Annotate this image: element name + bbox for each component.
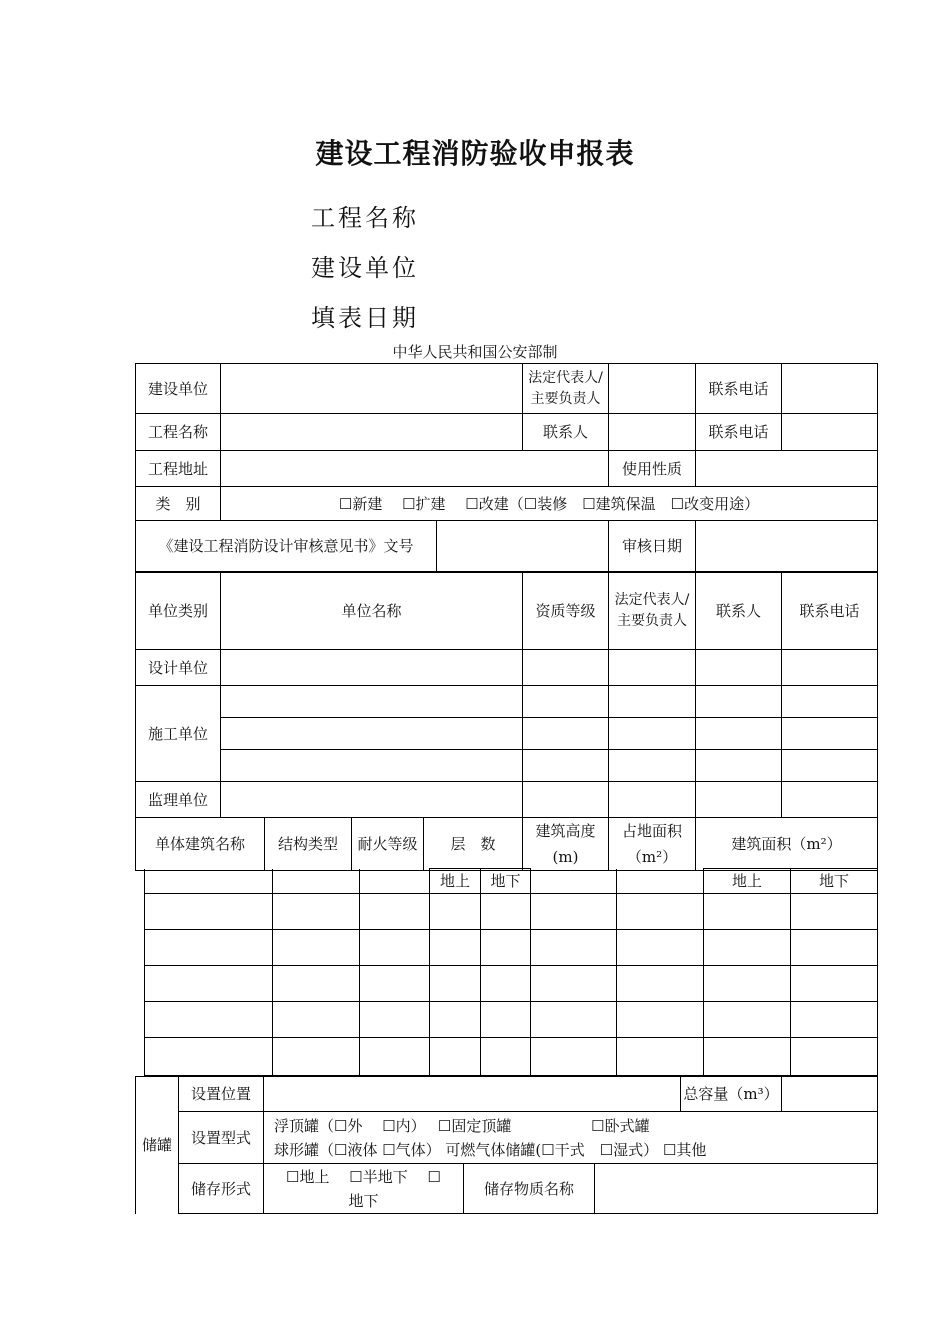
project-name-field[interactable] bbox=[221, 414, 523, 451]
review-doc-label: 《建设工程消防设计审核意见书》文号 bbox=[136, 521, 437, 572]
table-cell bbox=[360, 869, 430, 894]
usage-label: 使用性质 bbox=[609, 451, 696, 487]
tank-label: 储罐 bbox=[136, 1077, 179, 1214]
builder-label: 建设单位 bbox=[136, 364, 221, 414]
construction-unit-label: 施工单位 bbox=[136, 686, 221, 782]
review-date-label: 审核日期 bbox=[609, 521, 696, 572]
cover-project-name: 工程名称 bbox=[311, 204, 419, 232]
substance-field[interactable] bbox=[595, 1164, 878, 1214]
table-cell[interactable] bbox=[273, 966, 360, 1002]
form-options-line2[interactable]: 球形罐（☐液体 ☐气体） 可燃气体储罐(☐干式 ☐湿式） ☐其他 bbox=[274, 1140, 707, 1159]
table-cell[interactable] bbox=[617, 966, 704, 1002]
table-cell[interactable] bbox=[360, 1038, 430, 1076]
legal-rep-header: 法定代表人/主要负责人 bbox=[609, 573, 696, 650]
units-table bbox=[135, 572, 878, 818]
table-cell[interactable] bbox=[531, 966, 617, 1002]
address-field[interactable] bbox=[221, 451, 609, 487]
capacity-field[interactable] bbox=[782, 1077, 878, 1112]
table-cell[interactable] bbox=[791, 966, 878, 1002]
category-options[interactable]: ☐新建 ☐扩建 ☐改建（☐装修 ☐建筑保温 ☐改变用途） bbox=[221, 487, 878, 521]
tank-table bbox=[135, 1076, 878, 1214]
capacity-label: 总容量（m³） bbox=[681, 1077, 782, 1112]
table-cell[interactable] bbox=[273, 894, 360, 930]
table-cell[interactable] bbox=[481, 1038, 531, 1076]
floors-below-header: 地下 bbox=[481, 869, 531, 894]
table-cell[interactable] bbox=[360, 966, 430, 1002]
table-cell[interactable] bbox=[782, 782, 878, 818]
table-cell[interactable] bbox=[704, 1038, 791, 1076]
table-cell[interactable] bbox=[145, 930, 273, 966]
basic-info-table bbox=[135, 363, 878, 572]
substance-label: 储存物质名称 bbox=[464, 1164, 595, 1214]
floor-area-header: 建筑面积（m²） bbox=[696, 818, 878, 871]
table-cell[interactable] bbox=[273, 1038, 360, 1076]
table-cell[interactable] bbox=[782, 750, 878, 782]
table-cell[interactable] bbox=[696, 650, 782, 686]
table-cell[interactable] bbox=[704, 966, 791, 1002]
address-label: 工程地址 bbox=[136, 451, 221, 487]
floors-above-header: 地上 bbox=[430, 869, 481, 894]
table-cell[interactable] bbox=[791, 1038, 878, 1076]
cover-builder: 建设单位 bbox=[311, 254, 419, 282]
table-cell[interactable] bbox=[221, 782, 523, 818]
table-cell[interactable] bbox=[617, 1002, 704, 1038]
table-cell[interactable] bbox=[531, 894, 617, 930]
footprint-header: 占地面积（m²） bbox=[609, 818, 696, 871]
table-cell[interactable] bbox=[531, 1038, 617, 1076]
table-cell[interactable] bbox=[782, 718, 878, 750]
height-header: 建筑高度(m) bbox=[523, 818, 609, 871]
table-cell[interactable] bbox=[523, 782, 609, 818]
storage-label: 储存形式 bbox=[179, 1164, 264, 1214]
table-cell[interactable] bbox=[481, 894, 531, 930]
table-cell bbox=[617, 869, 704, 894]
table-cell[interactable] bbox=[430, 930, 481, 966]
table-cell[interactable] bbox=[145, 894, 273, 930]
table-cell[interactable] bbox=[221, 718, 523, 750]
cover-fill-date: 填表日期 bbox=[311, 304, 419, 332]
location-label: 设置位置 bbox=[179, 1077, 264, 1112]
table-cell[interactable] bbox=[221, 686, 523, 718]
table-cell[interactable] bbox=[696, 750, 782, 782]
phone-label: 联系电话 bbox=[696, 364, 782, 414]
table-cell[interactable] bbox=[791, 930, 878, 966]
phone-field[interactable] bbox=[782, 364, 878, 414]
table-cell[interactable] bbox=[430, 1002, 481, 1038]
table-cell[interactable] bbox=[791, 1002, 878, 1038]
table-cell[interactable] bbox=[696, 686, 782, 718]
table-cell[interactable] bbox=[704, 894, 791, 930]
table-cell[interactable] bbox=[481, 966, 531, 1002]
supervision-unit-label: 监理单位 bbox=[136, 782, 221, 818]
legal-rep-label: 法定代表人/主要负责人 bbox=[523, 364, 609, 414]
table-cell bbox=[273, 869, 360, 894]
table-cell[interactable] bbox=[704, 1002, 791, 1038]
floors-header: 层 数 bbox=[424, 818, 523, 871]
table-cell[interactable] bbox=[617, 894, 704, 930]
area-above-header: 地上 bbox=[704, 869, 791, 894]
table-cell[interactable] bbox=[360, 1002, 430, 1038]
table-cell bbox=[531, 869, 617, 894]
table-cell[interactable] bbox=[523, 718, 609, 750]
table-cell[interactable] bbox=[704, 930, 791, 966]
form-label: 设置型式 bbox=[179, 1112, 264, 1164]
table-cell[interactable] bbox=[430, 1038, 481, 1076]
storage-options[interactable] bbox=[264, 1164, 464, 1214]
table-cell[interactable] bbox=[221, 750, 523, 782]
form-options[interactable] bbox=[264, 1112, 878, 1164]
table-cell[interactable] bbox=[531, 1002, 617, 1038]
table-cell[interactable] bbox=[782, 686, 878, 718]
table-cell[interactable] bbox=[481, 1002, 531, 1038]
issuer-line: 中华人民共和国公安部制 bbox=[392, 343, 558, 361]
table-cell[interactable] bbox=[430, 966, 481, 1002]
page-title: 建设工程消防验收申报表 bbox=[315, 137, 635, 170]
table-cell[interactable] bbox=[145, 1038, 273, 1076]
contact-field[interactable] bbox=[609, 414, 696, 451]
qualification-header: 资质等级 bbox=[523, 573, 609, 650]
building-name-header: 单体建筑名称 bbox=[136, 818, 265, 871]
building-rows-table bbox=[144, 868, 878, 1076]
phone2-label: 联系电话 bbox=[696, 414, 782, 451]
storage-options-line1[interactable]: ☐地上 ☐半地下 ☐ bbox=[286, 1167, 441, 1186]
table-cell[interactable] bbox=[609, 718, 696, 750]
phone2-field[interactable] bbox=[782, 414, 878, 451]
unit-name-header: 单位名称 bbox=[221, 573, 523, 650]
review-date-field[interactable] bbox=[696, 521, 878, 572]
table-cell[interactable] bbox=[696, 782, 782, 818]
area-below-header: 地下 bbox=[791, 869, 878, 894]
contact-header: 联系人 bbox=[696, 573, 782, 650]
builder-field[interactable] bbox=[221, 364, 523, 414]
phone-header: 联系电话 bbox=[782, 573, 878, 650]
table-cell[interactable] bbox=[273, 930, 360, 966]
form-options-line1[interactable]: 浮顶罐（☐外 ☐内） ☐固定顶罐 ☐卧式罐 bbox=[274, 1116, 650, 1135]
table-cell[interactable] bbox=[617, 1038, 704, 1076]
table-cell[interactable] bbox=[791, 894, 878, 930]
table-cell[interactable] bbox=[273, 1002, 360, 1038]
table-cell[interactable] bbox=[617, 930, 704, 966]
contact-label: 联系人 bbox=[523, 414, 609, 451]
table-cell[interactable] bbox=[609, 650, 696, 686]
unit-type-header: 单位类别 bbox=[136, 573, 221, 650]
design-unit-label: 设计单位 bbox=[136, 650, 221, 686]
project-name-label: 工程名称 bbox=[136, 414, 221, 451]
table-cell[interactable] bbox=[145, 966, 273, 1002]
usage-field[interactable] bbox=[696, 451, 878, 487]
table-cell[interactable] bbox=[609, 750, 696, 782]
table-cell[interactable] bbox=[523, 750, 609, 782]
storage-options-line2[interactable]: 地下 bbox=[348, 1191, 379, 1210]
fire-rating-header: 耐火等级 bbox=[352, 818, 424, 871]
category-label: 类 别 bbox=[136, 487, 221, 521]
table-cell[interactable] bbox=[145, 1002, 273, 1038]
table-cell[interactable] bbox=[609, 782, 696, 818]
table-cell[interactable] bbox=[523, 686, 609, 718]
table-cell[interactable] bbox=[430, 894, 481, 930]
table-cell[interactable] bbox=[696, 718, 782, 750]
location-field[interactable] bbox=[264, 1077, 681, 1112]
table-cell[interactable] bbox=[481, 930, 531, 966]
table-cell[interactable] bbox=[531, 930, 617, 966]
table-cell bbox=[145, 869, 273, 894]
review-doc-field[interactable] bbox=[437, 521, 609, 572]
table-cell[interactable] bbox=[221, 650, 523, 686]
legal-rep-field[interactable] bbox=[609, 364, 696, 414]
table-cell[interactable] bbox=[360, 930, 430, 966]
table-cell[interactable] bbox=[360, 894, 430, 930]
building-header-table bbox=[135, 817, 878, 871]
table-cell[interactable] bbox=[609, 686, 696, 718]
structure-header: 结构类型 bbox=[265, 818, 352, 871]
table-cell[interactable] bbox=[523, 650, 609, 686]
table-cell[interactable] bbox=[782, 650, 878, 686]
